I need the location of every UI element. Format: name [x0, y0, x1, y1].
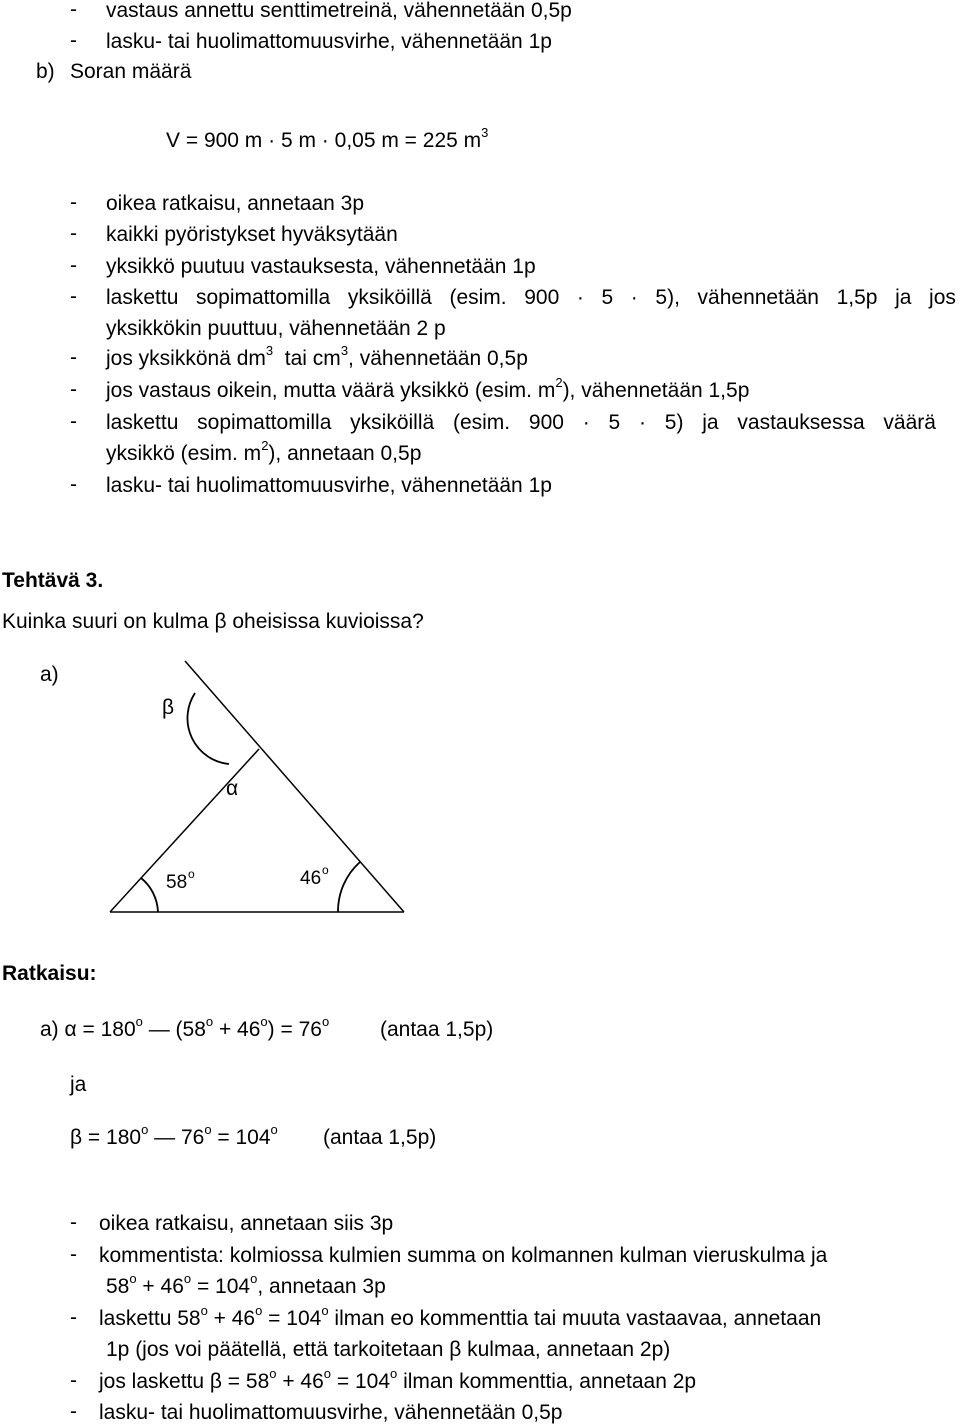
alpha-label: α — [226, 777, 239, 800]
list-dash: - — [70, 254, 77, 277]
list-dash: - — [70, 29, 77, 52]
angle-46-arc — [338, 862, 360, 912]
points-note: (antaa 1,5p) — [380, 1018, 494, 1041]
list-item-justified: laskettu sopimattomilla yksiköillä (esim. 900 · 5 · 5) ja vastauksessa väärä — [106, 411, 936, 434]
list-item: lasku- tai huolimattomuusvirhe, vähennetään 1p — [106, 30, 552, 53]
list-dash: - — [70, 1369, 77, 1392]
list-item: jos vastaus oikein, mutta väärä yksikkö (esim. $m^2$), vähennetään 1,5p — [106, 375, 750, 402]
equation-beta: $\beta = 180^o$ — $76^o = 104^o$ — [70, 1122, 278, 1149]
section-title: Soran määrä — [70, 60, 192, 83]
list-item: lasku- tai huolimattomuusvirhe, vähennetään 1p — [106, 474, 552, 497]
angle-58-arc — [141, 878, 158, 912]
list-item: kommentista: kolmiossa kulmien summa on kolmannen kulman vieruskulma ja — [99, 1244, 828, 1267]
list-dash: - — [70, 222, 77, 245]
points-note: (antaa 1,5p) — [323, 1126, 437, 1149]
triangle-right-side-extended — [185, 661, 404, 912]
equation-alpha: a) $\alpha = 180^o$ — $(58^o + 46^o) = 76^o$ — [40, 1014, 330, 1041]
list-dash: - — [70, 1243, 77, 1266]
degree-mark: o — [322, 863, 329, 877]
list-item: lasku- tai huolimattomuusvirhe, vähennetään 0,5p — [99, 1401, 563, 1424]
list-dash: - — [70, 410, 77, 433]
list-item-continued: 1p (jos voi päätellä, että tarkoitetaan β kulmaa, annetaan 2p) — [106, 1338, 671, 1361]
list-item-justified: laskettu sopimattomilla yksiköillä (esim. 900 · 5 · 5), vähennetään 1,5p ja jos — [106, 286, 956, 309]
list-item-continued: $58^o + 46^o = 104^o$, annetaan 3p — [106, 1271, 386, 1298]
list-dash: - — [70, 1211, 77, 1234]
task-heading: Tehtävä 3. — [2, 569, 104, 592]
section-label: b) — [36, 60, 55, 83]
list-item-continued: yksikkö (esim. $m^2$), annetaan 0,5p — [106, 438, 422, 465]
list-dash: - — [70, 1400, 77, 1423]
list-item: jos laskettu $\beta = 58^o + 46^o = 104^o$ ilman kommenttia, annetaan 2p — [99, 1366, 697, 1393]
list-item: yksikkö puutuu vastauksesta, vähennetään 1p — [106, 255, 536, 278]
list-dash: - — [70, 1306, 77, 1329]
conjunction: ja — [70, 1073, 87, 1096]
list-item: oikea ratkaisu, annetaan 3p — [106, 192, 365, 215]
list-dash: - — [70, 0, 77, 21]
angle-46-label: 46 — [300, 868, 322, 889]
list-dash: - — [70, 346, 77, 369]
figure-label: a) — [40, 663, 59, 686]
list-item: vastaus annettu senttimetreinä, vähennetään 0,5p — [106, 0, 572, 22]
volume-formula: V = 900 m · 5 m · 0,05 m = 225 $m^3$ — [166, 125, 489, 152]
list-item: jos yksikkönä $dm^3$ tai $cm^3$, vähennetään 0,5p — [106, 343, 528, 370]
list-dash: - — [70, 473, 77, 496]
task-question: Kuinka suuri on kulma β oheisissa kuvioissa? — [2, 610, 424, 633]
list-item: kaikki pyöristykset hyväksytään — [106, 223, 398, 246]
list-item-continued: yksikkökin puuttuu, vähennetään 2 p — [106, 317, 446, 340]
list-dash: - — [70, 285, 77, 308]
degree-mark: o — [188, 867, 195, 881]
list-dash: - — [70, 191, 77, 214]
list-item: laskettu $58^o + 46^o = 104^o$ ilman eo kommenttia tai muuta vastaavaa, annetaan — [99, 1303, 822, 1330]
angle-58-label: 58 — [166, 872, 188, 893]
list-item: oikea ratkaisu, annetaan siis 3p — [99, 1212, 394, 1235]
list-dash: - — [70, 378, 77, 401]
solution-heading: Ratkaisu: — [2, 962, 97, 985]
beta-label: β — [162, 696, 175, 719]
